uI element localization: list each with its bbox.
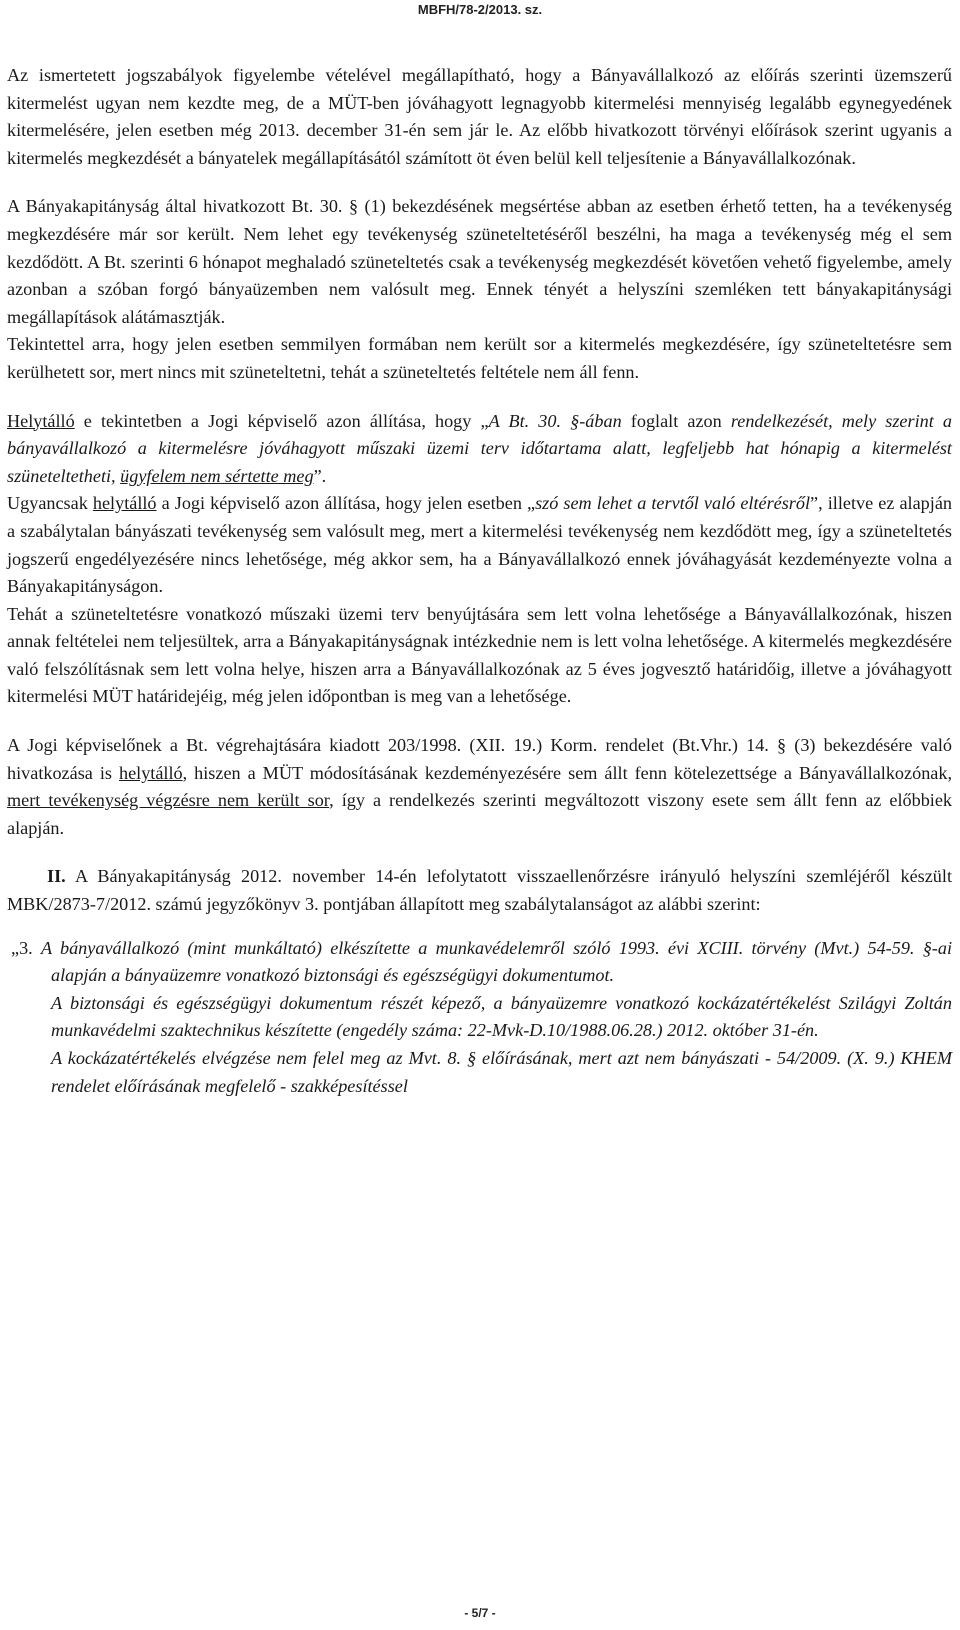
paragraph-7: A Jogi képviselőnek a Bt. végrehajtására kiadott 203/1998. (XII. 19.) Korm. rendelet (Bt.Vhr.) 14. § (3) bekezdésére való hivatkozása is helytálló, hiszen a MÜT módosításának kezdeményezésére sem állt fenn kötelezettsége a Bányavállalkozónak, mert tevékenység végzésre nem került sor, így a rendelkezés szerinti megváltozott viszony esete sem állt fenn az előbbiek alapján. [7, 735, 953, 838]
paragraph-2: A Bányakapitányság által hivatkozott Bt. 30. § (1) bekezdésének megsértése abban az esetben érhető tetten, ha a tevékenység megkezdésére már sor került. Nem lehet egy tevékenység szüneteltetéséről beszélni, ha maga a tevékenység még el sem kezdődött. A Bt. szerinti 6 hónapot meghaladó szüneteltetés csak a tevékenység megkezdését követően vehető figyelembe, amely azonban a szóban forgó bányaüzemben nem valósult meg. Ennek tényét a helyszíni szemléken tett bányakapitánysági megállapítások alátámasztják. [7, 196, 952, 327]
italic-quote: A Bt. 30. §-ában [488, 410, 622, 431]
paragraph-5: Ugyancsak helytálló a Jogi képviselő azon állítása, hogy jelen esetben „szó sem lehet a tervtől való eltérésről”, illetve ez alapján a szabálytalan bányászati tevékenység sem valósult meg, mert a kitermelési tevékenység nem kezdődött meg, így a szüneteltetés jogszerű engedélyezésére nincs lehetősége, még akkor sem, ha a Bányavállalkozó ennek jóváhagyását kezdeményezte volna a Bányakapitányságon. [7, 493, 952, 597]
paragraph-6: Tehát a szüneteltetésre vonatkozó műszaki üzemi terv benyújtására sem lett volna lehetősége a Bányavállalkozónak, hiszen annak feltételei nem teljesültek, arra a Bányakapitányságnak intézkednie nem is lett volna lehetősége. A kitermelés megkezdésére való felszólításnak sem lett volna helye, hiszen arra a Bányavállalkozónak az 5 éves jogvesztő határidőig, illetve a jóváhagyott kitermelési MÜT határidejéig, még jelen időpontban is meg van a lehetősége. [7, 603, 952, 707]
italic-quote: rendelkezését, mely szerint a bányavállalkozó a kitermelésre jóváhagyott műszaki üzemi terv időtartama alatt, legfeljebb hat hónapig a kitermelést szüneteltetheti, [7, 410, 952, 486]
paragraph-1: Az ismertetett jogszabályok figyelembe vételével megállapítható, hogy a Bányavállalkozó az előírás szerinti üzemszerű kitermelést ugyan nem kezdte meg, de a MÜT-ben jóváhagyott legnagyobb kitermelési mennyiség legalább egynegyedének kitermelésére, jelen esetben még 2013. december 31-én sem jár le. Az előbb hivatkozott törvényi előírások szerint ugyanis a kitermelés megkezdését a bányatelek megállapításától számított öt éven belül kell teljesítenie a Bányavállalkozónak. [7, 65, 952, 168]
underlined-text: Helytálló [7, 410, 75, 431]
section-ii-paragraph: II. A Bányakapitányság 2012. november 14-én lefolytatott visszaellenőrzésre irányuló helyszíni szemléjéről készült MBK/2873-7/2012. számú jegyzőkönyv 3. pontjában állapított meg szabálytalanságot az alábbi szerint: [7, 866, 952, 915]
document-body [7, 62, 952, 1100]
paragraph-4: Helytálló e tekintetben a Jogi képviselő azon állítása, hogy „A Bt. 30. §-ában foglalt azon rendelkezését, mely szerint a bányavállalkozó a kitermelésre jóváhagyott műszaki üzemi terv időtartama alatt, legfeljebb hat hónapig a kitermelést szüneteltetheti, ügyfelem nem sértette meg”. [7, 410, 952, 486]
page-number: - 5/7 - [464, 1606, 496, 1620]
underlined-text: helytálló [118, 762, 183, 783]
italic-quote: szó sem lehet a tervtől való eltérésről [535, 493, 811, 514]
document-reference-header: MBFH/78-2/2013. sz. [417, 2, 543, 17]
underlined-italic-text: ügyfelem nem sértette meg [120, 465, 314, 486]
quoted-finding-2: A biztonsági és egészségügyi dokumentum részét képező, a bányaüzemre vonatkozó kockázatértékelést Szilágyi Zoltán munkavédelmi szaktechnikus készítette (engedély száma: 22-Mvk-D.10/1988.06.28.) 2012. október 31-én. [51, 992, 952, 1041]
quoted-finding-3: A kockázatértékelés elvégzése nem felel meg az Mvt. 8. § előírásának, mert azt nem bányászati - 54/2009. (X. 9.) KHEM rendelet előírásának megfelelő - szakképesítéssel [51, 1048, 952, 1096]
paragraph-3: Tekintettel arra, hogy jelen esetben semmilyen formában nem került sor a kitermelés megkezdésére, így szüneteltetésre sem kerülhetett sor, mert nincs mit szüneteltetni, tehát a szüneteltetés feltétele nem áll fenn. [7, 334, 952, 382]
quoted-finding-1: „3. A bányavállalkozó (mint munkáltató) elkészítette a munkavédelemről szóló 1993. évi XCIII. törvény (Mvt.) 54-59. §-ai alapján a bányaüzemre vonatkozó biztonsági és egészségügyi dokumentumot. [11, 937, 953, 986]
underlined-text: mert tevékenység végzésre nem került sor [7, 790, 330, 811]
section-number: II. [47, 866, 66, 887]
underlined-text: helytálló [92, 493, 157, 514]
